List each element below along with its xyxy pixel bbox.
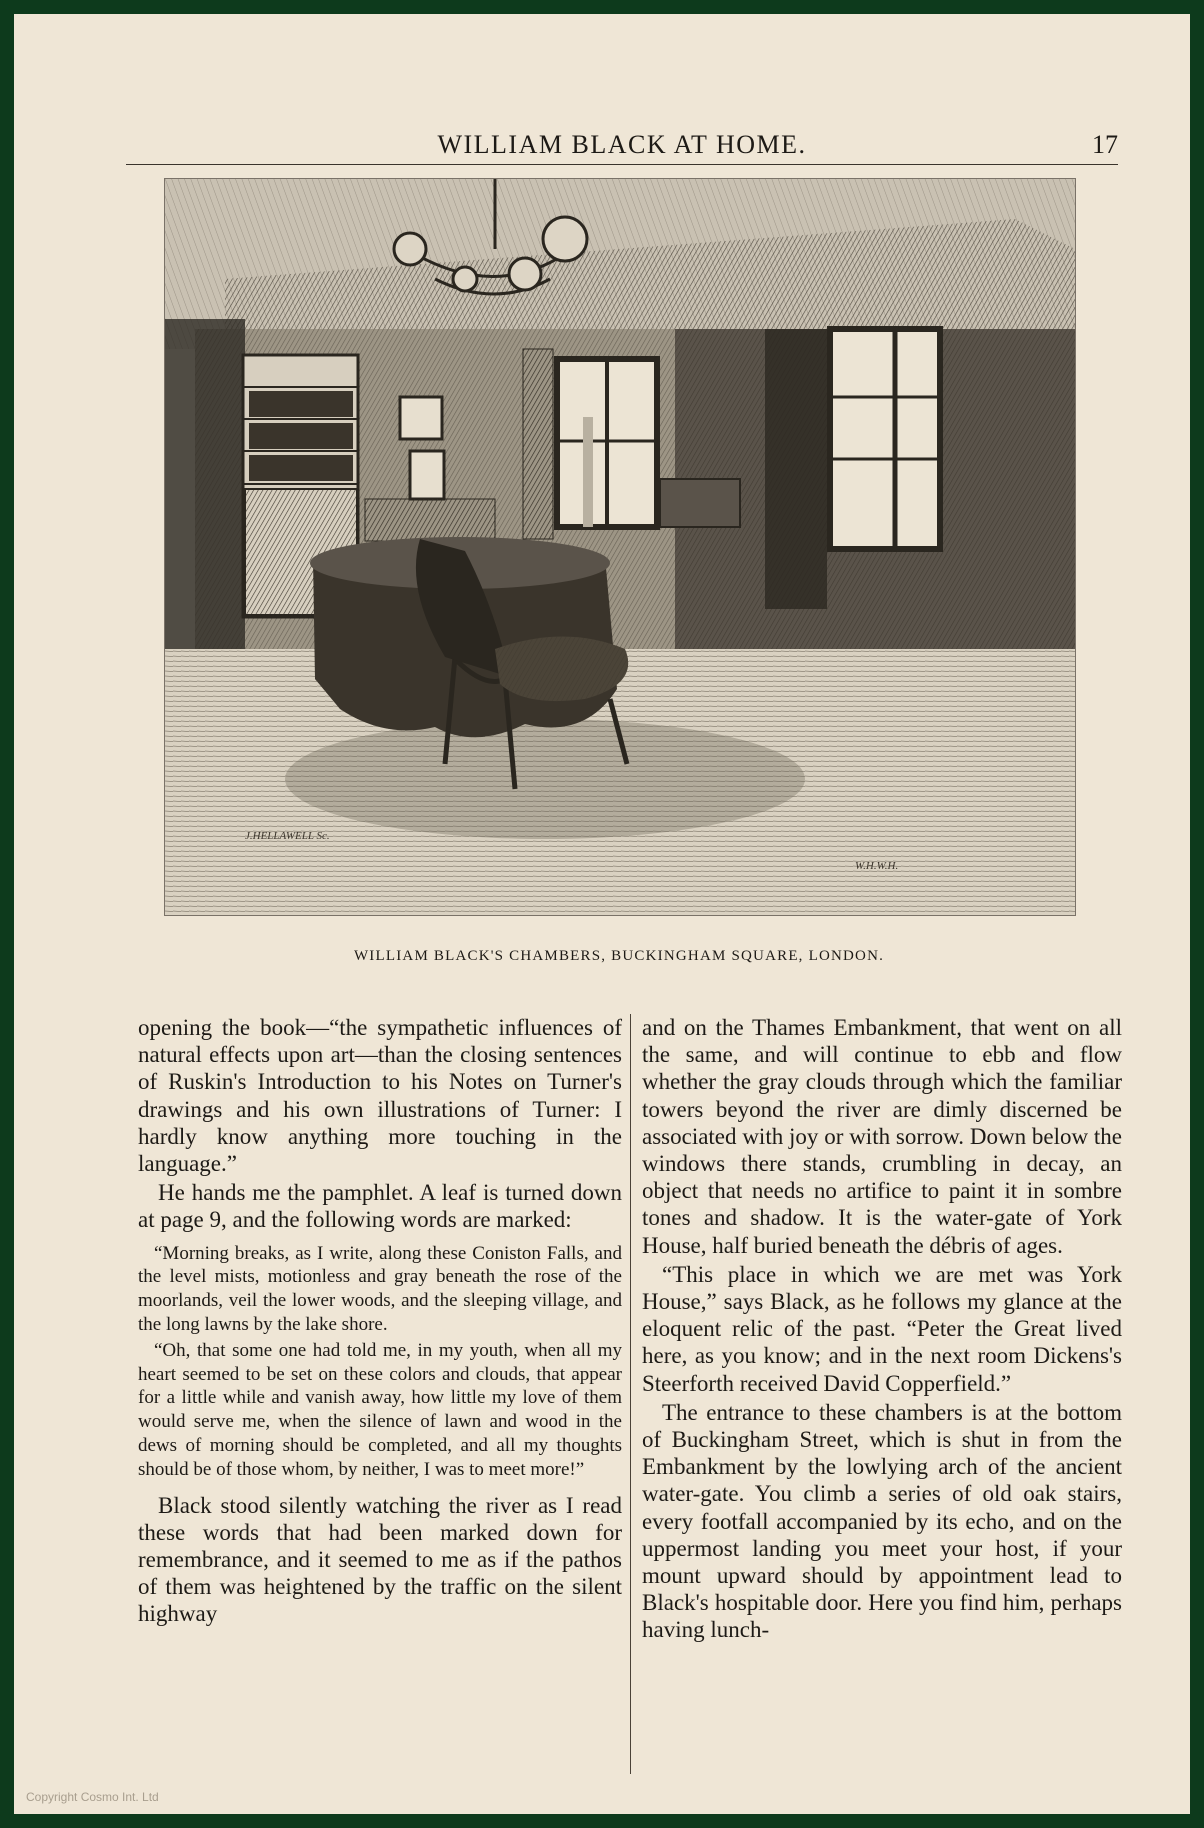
quotation: “Morning breaks, as I write, along these Coniston Falls, and the level mists, motionless and gray beneath the rose of the moorlands, veil the lower woods, and the sleeping village, and the long lawns by the lake shore. [138,1242,622,1336]
green-frame [10,10,1194,1818]
paragraph: and on the Thames Embankment, that went on all the same, and will continue to ebb and flow whether the gray clouds through which the familiar towers beyond the river are dimly discerned be associated with joy or with sorrow. Down below the windows there stands, crumbling in decay, an object that needs no artifice to paint it in sombre tones and shadow. It is the water-gate of York House, half buried beneath the débris of ages. [642,1015,1122,1258]
curtain [523,349,553,539]
quotation: “Oh, that some one had told me, in my youth, when all my heart seemed to be set on these colors and clouds, that appear for a little while and vanish away, how little my love of them would serve me, when the silence of lawn and wood in the dews of morning should be completed, and all my thoughts should be of those whom, by neither, I was to meet more!” [138,1339,622,1480]
running-head [126,124,1118,165]
mantel [365,499,495,541]
right-window [830,329,940,549]
artist-signature: W.H.W.H. [855,860,899,872]
pillar [765,329,827,609]
illustration-caption: WILLIAM BLACK'S CHAMBERS, BUCKINGHAM SQUARE, LONDON. [353,948,885,964]
paragraph: “This place in which we are met was York House,” says Black, as he follows my glance at the eloquent relic of the past. “Peter the Great lived here, as you know; and in the next room Dickens's Steerforth received David Copperfield.” [642,1261,1122,1396]
floor-shadow [285,719,805,839]
running-title: WILLIAM BLACK AT HOME. [437,130,807,159]
engraving-illustration [164,178,1076,916]
engraver-signature: J.HELLAWELL Sc. [245,830,330,842]
paragraph: The entrance to these chambers is at the bottom of Buckingham Street, which is shut in from the Embankment by the lowlying arch of the ancient water-gate. You climb a series of old oak stairs, every footfall accompanied by its echo, and on the uppermost landing you meet your host, if your mount upward should by appointment lead to Black's hospitable door. Here you find him, perhaps having lunch- [642,1399,1122,1643]
right-column [642,1014,1122,1644]
paragraph: opening the book—“the sympathetic influences of natural effects upon art—than the closing sentences of Ruskin's Introduction to his Notes on Turner's drawings and his own illustrations of Turner: I hardly know anything more touching in the language.” [138,1015,622,1177]
paragraph: He hands me the pamphlet. A leaf is turned down at page 9, and the following words are marked: [138,1180,622,1233]
room-engraving [165,179,1075,915]
writing-desk [660,479,740,527]
distant-tower [583,417,593,527]
column-divider [630,1014,631,1774]
book-page [14,14,1190,1814]
portrait-frame [410,451,444,499]
picture-frame [400,397,442,439]
books [249,391,353,481]
copyright-notice: Copyright Cosmo Int. Ltd [26,1790,159,1804]
page-number: 17 [1092,130,1118,159]
paragraph: Black stood silently watching the river as I read these words that had been marked down for remembrance, and it seemed to me as if the pathos of them was heightened by the traffic on the silent highway [138,1492,622,1627]
left-column [138,1014,622,1628]
left-wall-shadow [165,319,245,699]
